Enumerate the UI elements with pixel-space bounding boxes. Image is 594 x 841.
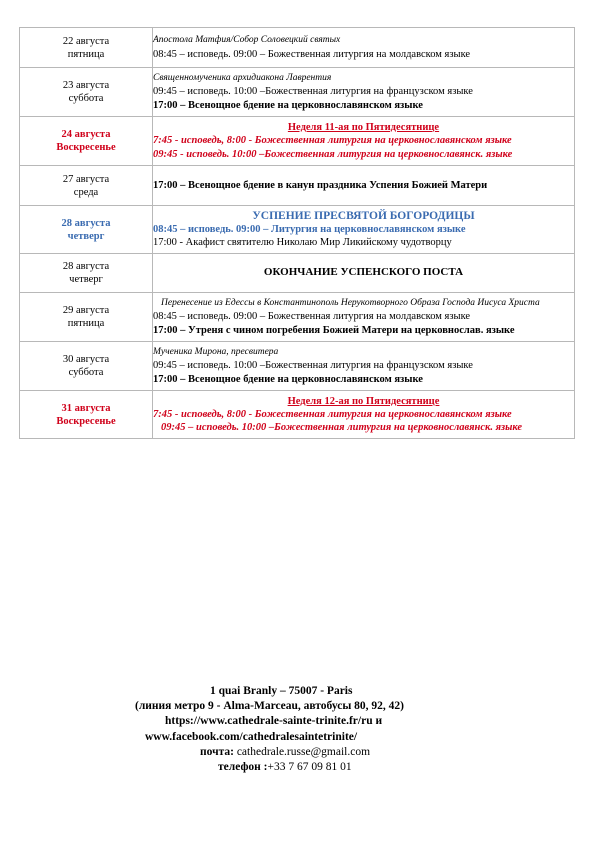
weekday-text: четверг [69, 274, 103, 285]
schedule-row [20, 342, 575, 391]
date-text: 27 августа [62, 173, 110, 185]
event-line: 08:45 – исповедь. 09:00 – Литургия на церковнославянском языке [153, 223, 466, 235]
event-line: УСПЕНИЕ ПРЕСВЯТОЙ БОГОРОДИЦЫ [252, 209, 475, 222]
event-line: 17:00 – Всенощное бдение на церковнославянском языке [153, 373, 423, 385]
date-cell [20, 166, 153, 206]
event-line: 7:45 - исповедь, 8:00 - Божественная литургия на церковнославянском языке [153, 408, 512, 420]
date-cell [20, 254, 153, 293]
facebook-link[interactable]: www.facebook.com/cathedralesaintetrinite/ [145, 730, 358, 743]
event-line: Мученика Мирона, пресвитера [153, 347, 279, 358]
schedule-row [20, 68, 575, 117]
date-cell [20, 117, 153, 166]
metro-info: (линия метро 9 - Alma-Marceau, автобусы 80, 92, 42) [135, 700, 405, 713]
date-text: 30 августа [62, 354, 110, 365]
schedule-row [20, 28, 575, 68]
event-line: 08:45 – исповедь. 09:00 – Божественная литургия на молдавском языке [153, 48, 471, 60]
weekday-text: Воскресенье [56, 142, 116, 153]
event-line: Священномученика архидиакона Лаврентия [153, 73, 332, 84]
event-line: 17:00 – Всенощное бдение на церковнославянском языке [153, 99, 423, 111]
schedule-row [20, 293, 575, 342]
event-line: 09:45 – исповедь. 10:00 –Божественная литургия на церковнославянск. языке [161, 422, 523, 434]
event-line: 17:00 - Акафист святителю Николаю Мир Ликийскому чудотворцу [153, 237, 452, 249]
date-text: 29 августа [62, 305, 110, 316]
email-link[interactable]: cathedrale.russe@gmail.com [236, 745, 371, 758]
event-line: Неделя 12-ая по Пятидесятнице [287, 395, 440, 407]
phone-label: телефон : [218, 761, 268, 774]
email-row [0, 745, 594, 760]
weekday-text: среда [73, 186, 99, 198]
weekday-text: пятница [67, 48, 105, 60]
date-text: 28 августа [61, 217, 111, 229]
phone-row [0, 760, 594, 775]
date-text: 28 августа [62, 261, 110, 272]
event-line: ОКОНЧАНИЕ УСПЕНСКОГО ПОСТА [263, 266, 464, 279]
weekday-text: четверг [67, 230, 105, 242]
schedule-row [20, 391, 575, 439]
event-line: 09:45 – исповедь. 10:00 –Божественная литургия на французском языке [153, 360, 473, 372]
date-text: 31 августа [61, 402, 111, 414]
date-cell [20, 293, 153, 342]
events-cell [153, 254, 575, 293]
events-cell [153, 28, 575, 68]
date-cell [20, 391, 153, 439]
event-line: 7:45 - исповедь, 8:00 - Божественная литургия на церковнославянском языке [153, 135, 512, 147]
events-cell [153, 342, 575, 391]
events-cell [153, 293, 575, 342]
event-line: 17:00 – Всенощное бдение в канун праздника Успения Божией Матери [153, 179, 488, 191]
phone-number: +33 7 67 09 81 01 [267, 761, 352, 774]
schedule-row [20, 166, 575, 206]
date-cell [20, 206, 153, 254]
schedule-body [20, 28, 575, 439]
event-line: 08:45 – исповедь. 09:00 – Божественная литургия на молдавском языке [153, 311, 471, 323]
event-line: Неделя 11-ая по Пятидесятнице [287, 122, 440, 134]
weekday-text: суббота [68, 93, 104, 104]
date-text: 24 августа [61, 129, 111, 140]
date-text: 22 августа [62, 35, 110, 47]
weekday-text: Воскресенье [56, 415, 116, 427]
schedule-row [20, 254, 575, 293]
event-line: Перенесение из Едессы в Константинополь Нерукотворного Образа Господа Иисуса Христа [161, 298, 540, 309]
date-cell [20, 68, 153, 117]
schedule-row [20, 117, 575, 166]
event-line: 09:45 - исповедь. 10:00 –Божественная литургия на церковнославянск. языке [153, 148, 513, 160]
contacts-block [0, 684, 594, 775]
date-cell [20, 28, 153, 68]
event-line: Апостола Матфия/Собор Соловецкий святых [153, 35, 341, 46]
weekday-text: суббота [68, 367, 104, 378]
events-cell [153, 68, 575, 117]
events-cell [153, 206, 575, 254]
weekday-text: пятница [67, 318, 105, 329]
events-cell [153, 166, 575, 206]
date-text: 23 августа [62, 80, 110, 91]
schedule-table [19, 27, 575, 439]
website-link[interactable]: https://www.cathedrale-sainte-trinite.fr/ru и [165, 715, 383, 728]
address: 1 quai Branly – 75007 - Paris [210, 685, 353, 697]
date-cell [20, 342, 153, 391]
email-label: почта: [200, 745, 234, 758]
events-cell [153, 391, 575, 439]
event-line: 09:45 – исповедь. 10:00 –Божественная литургия на французском языке [153, 86, 473, 98]
event-line: 17:00 – Утреня с чином погребения Божией Матери на церковнослав. языке [153, 324, 515, 336]
events-cell [153, 117, 575, 166]
schedule-row [20, 206, 575, 254]
